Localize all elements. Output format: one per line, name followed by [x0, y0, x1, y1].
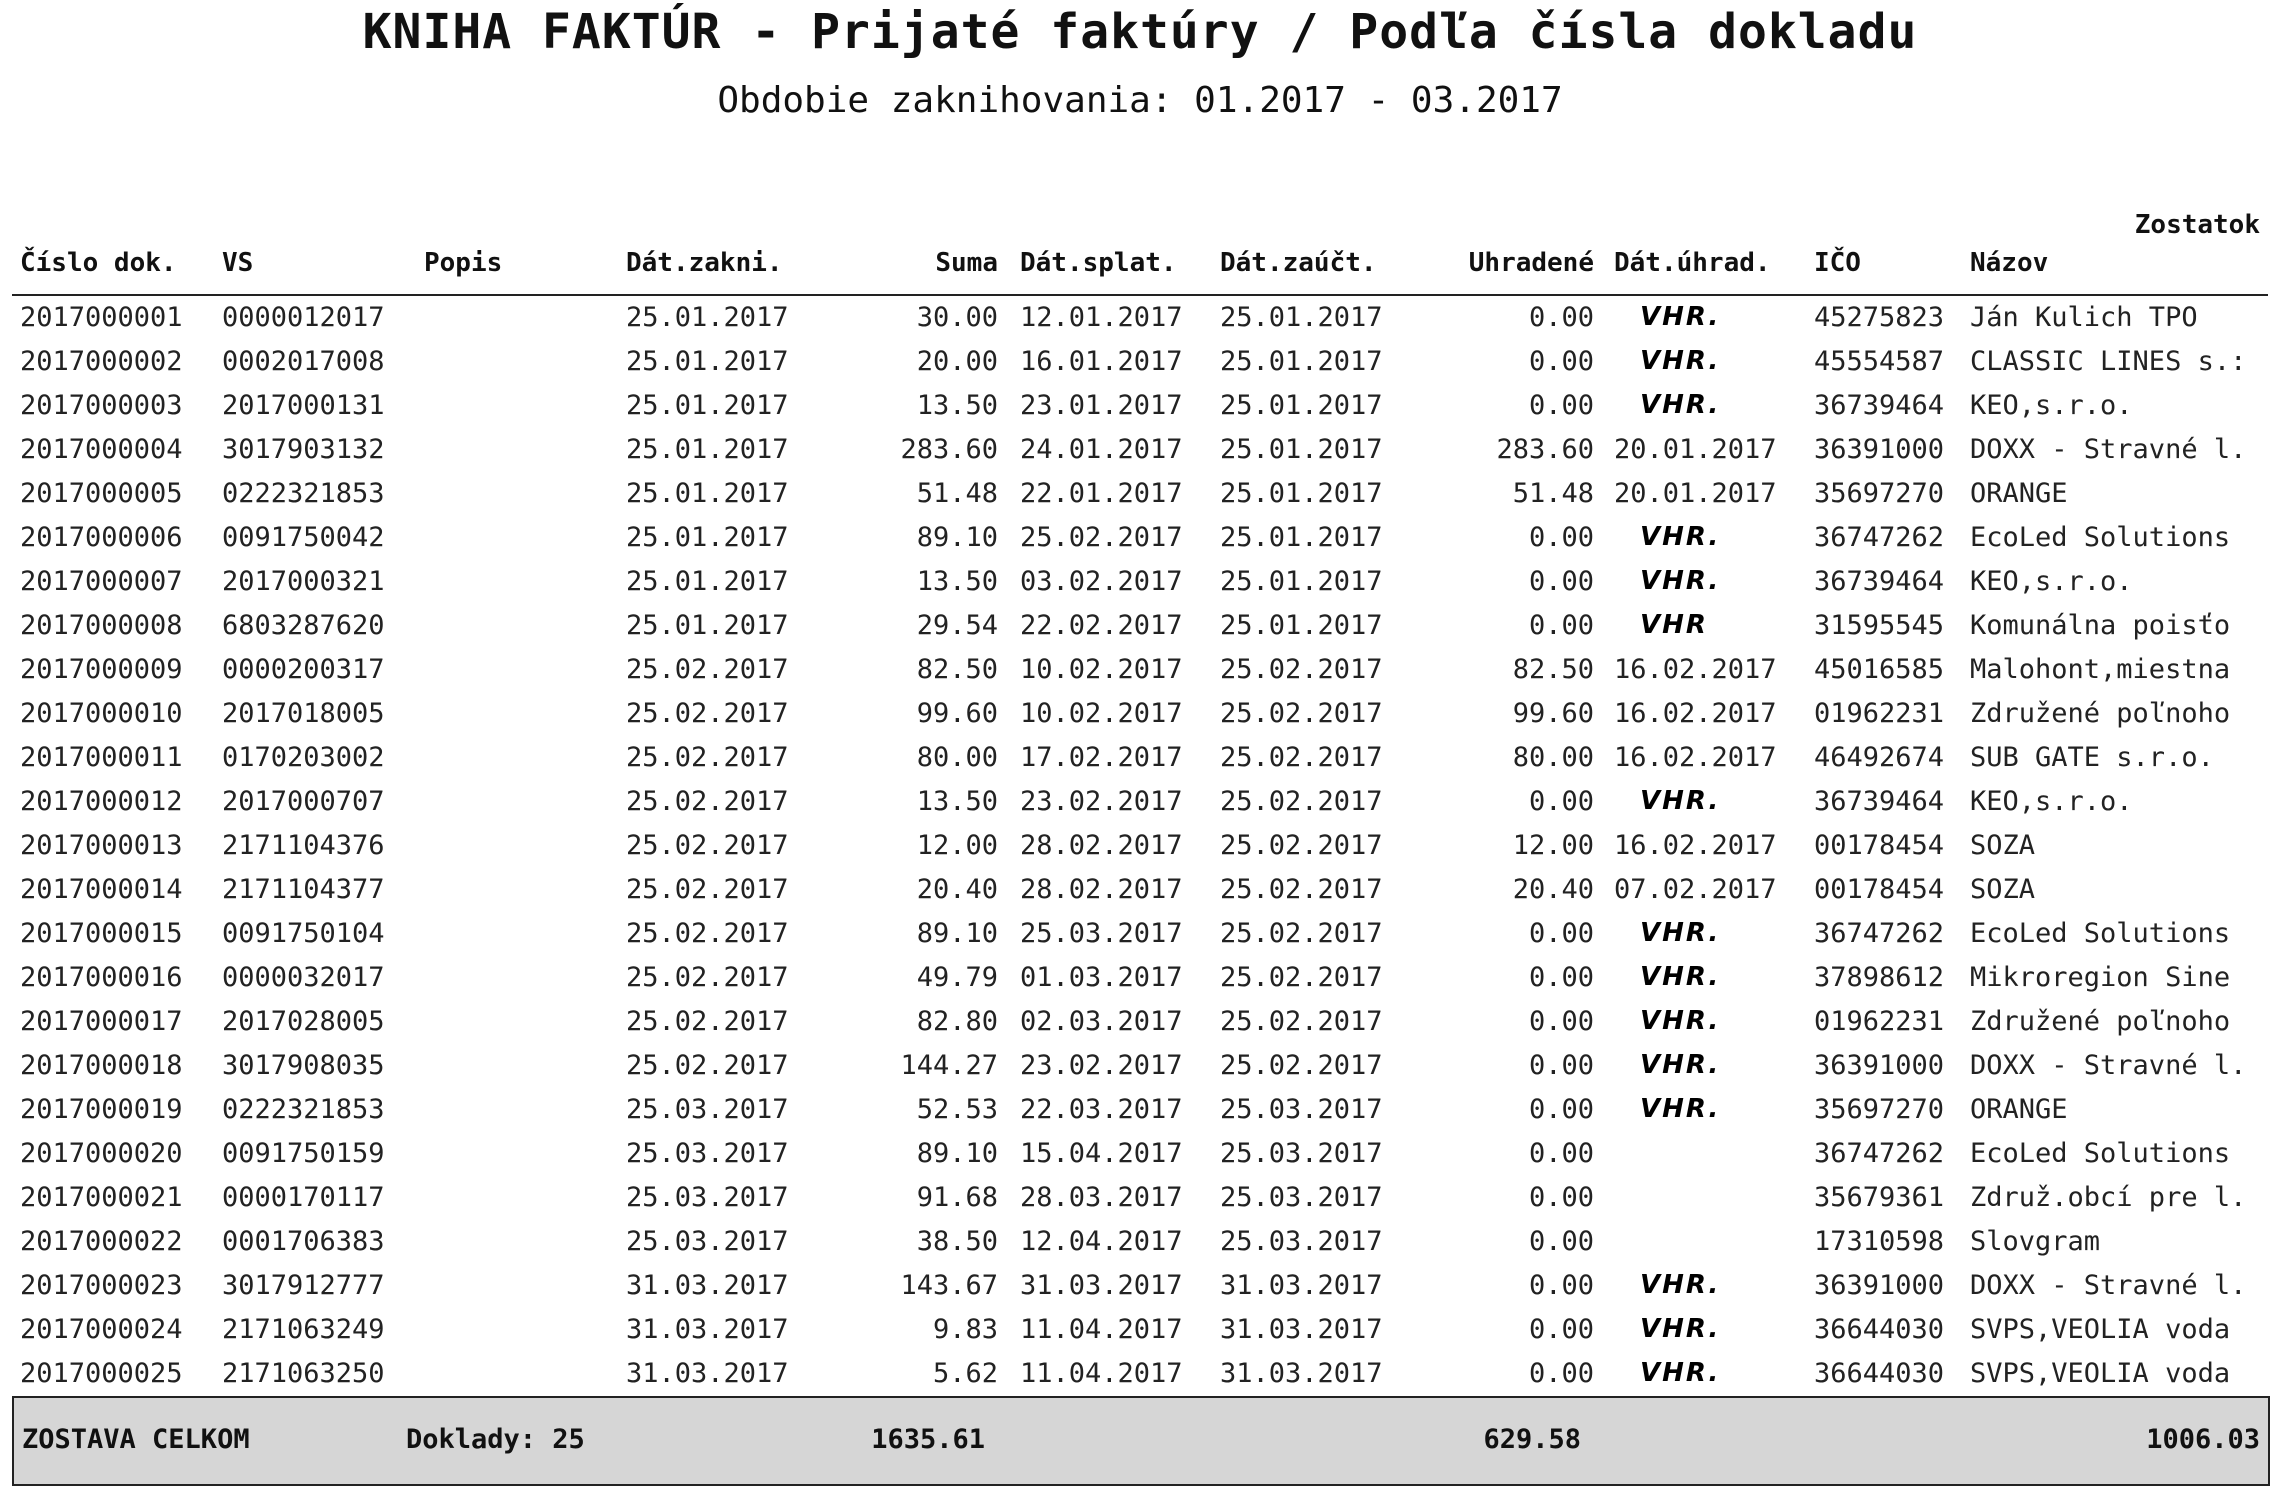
cell-posting-date: 25.02.2017	[1220, 654, 1383, 685]
cell-due-date: 17.02.2017	[1020, 742, 1183, 773]
cell-name: KEO,s.r.o.	[1970, 786, 2133, 817]
cell-posting-date: 25.02.2017	[1220, 1050, 1383, 1081]
cell-posting-date: 31.03.2017	[1220, 1270, 1383, 1301]
cell-posting-date: 25.03.2017	[1220, 1138, 1383, 1169]
cell-paid: 0.00	[1528, 1270, 1594, 1301]
cell-amount: 89.10	[916, 1138, 998, 1169]
col-header-doc: Číslo dok.	[20, 248, 177, 278]
cell-payment-date: 16.02.2017	[1614, 654, 1777, 685]
handwritten-note: VHR.	[1640, 1314, 1721, 1344]
header-divider	[12, 294, 2268, 296]
cell-name: SOZA	[1970, 874, 2036, 905]
cell-vs: 2017000707	[222, 786, 385, 817]
cell-posting-date: 25.03.2017	[1220, 1182, 1383, 1213]
cell-paid: 0.00	[1528, 522, 1594, 553]
cell-paid: 0.00	[1528, 1094, 1594, 1125]
cell-vs: 0002017008	[222, 346, 385, 377]
col-header-zauct: Dát.zaúčt.	[1220, 248, 1377, 278]
cell-doc-number: 2017000012	[20, 786, 183, 817]
cell-booking-date: 25.01.2017	[626, 566, 789, 597]
cell-amount: 13.50	[916, 566, 998, 597]
cell-paid: 0.00	[1528, 1182, 1594, 1213]
col-header-vs: VS	[222, 248, 254, 278]
col-header-splat: Dát.splat.	[1020, 248, 1177, 278]
cell-ico: 36739464	[1814, 390, 1945, 421]
cell-name: Komunálna poisťo	[1970, 610, 2231, 641]
handwritten-note: VHR.	[1640, 786, 1721, 816]
cell-payment-date: 16.02.2017	[1614, 742, 1777, 773]
cell-due-date: 03.02.2017	[1020, 566, 1183, 597]
total-suma: 1635.61	[871, 1424, 985, 1455]
cell-paid: 12.00	[1512, 830, 1594, 861]
cell-booking-date: 25.01.2017	[626, 434, 789, 465]
cell-booking-date: 25.02.2017	[626, 742, 789, 773]
cell-vs: 2171063249	[222, 1314, 385, 1345]
cell-booking-date: 25.01.2017	[626, 610, 789, 641]
handwritten-note: VHR.	[1640, 302, 1721, 332]
cell-doc-number: 2017000003	[20, 390, 183, 421]
cell-due-date: 28.03.2017	[1020, 1182, 1183, 1213]
cell-vs: 6803287620	[222, 610, 385, 641]
cell-doc-number: 2017000018	[20, 1050, 183, 1081]
cell-paid: 0.00	[1528, 302, 1594, 333]
cell-paid: 0.00	[1528, 918, 1594, 949]
cell-vs: 2171104377	[222, 874, 385, 905]
cell-due-date: 28.02.2017	[1020, 830, 1183, 861]
cell-ico: 36644030	[1814, 1314, 1945, 1345]
cell-ico: 35679361	[1814, 1182, 1945, 1213]
table-row	[0, 564, 2280, 608]
cell-booking-date: 25.02.2017	[626, 918, 789, 949]
cell-paid: 0.00	[1528, 1050, 1594, 1081]
cell-payment-date: 20.01.2017	[1614, 478, 1777, 509]
cell-doc-number: 2017000002	[20, 346, 183, 377]
cell-posting-date: 25.02.2017	[1220, 1006, 1383, 1037]
cell-paid: 0.00	[1528, 390, 1594, 421]
table-row	[0, 696, 2280, 740]
handwritten-note: VHR.	[1640, 1050, 1721, 1080]
cell-ico: 35697270	[1814, 1094, 1945, 1125]
handwritten-note: VHR.	[1640, 1358, 1721, 1388]
cell-booking-date: 25.03.2017	[626, 1138, 789, 1169]
cell-booking-date: 25.02.2017	[626, 654, 789, 685]
cell-posting-date: 25.02.2017	[1220, 830, 1383, 861]
cell-vs: 3017903132	[222, 434, 385, 465]
cell-ico: 01962231	[1814, 698, 1945, 729]
cell-booking-date: 25.01.2017	[626, 346, 789, 377]
cell-due-date: 12.04.2017	[1020, 1226, 1183, 1257]
cell-doc-number: 2017000004	[20, 434, 183, 465]
cell-due-date: 16.01.2017	[1020, 346, 1183, 377]
report-period: Obdobie zaknihovania: 01.2017 - 03.2017	[717, 80, 1563, 121]
cell-doc-number: 2017000009	[20, 654, 183, 685]
table-row	[0, 1092, 2280, 1136]
cell-doc-number: 2017000005	[20, 478, 183, 509]
cell-posting-date: 25.01.2017	[1220, 522, 1383, 553]
total-doklady: Doklady: 25	[406, 1424, 585, 1455]
cell-posting-date: 25.01.2017	[1220, 566, 1383, 597]
cell-name: ORANGE	[1970, 1094, 2068, 1125]
cell-due-date: 15.04.2017	[1020, 1138, 1183, 1169]
table-row	[0, 1356, 2280, 1400]
cell-amount: 144.27	[900, 1050, 998, 1081]
cell-amount: 143.67	[900, 1270, 998, 1301]
table-row	[0, 476, 2280, 520]
cell-amount: 5.62	[932, 1358, 998, 1389]
handwritten-note: VHR	[1640, 610, 1708, 640]
cell-paid: 0.00	[1528, 1314, 1594, 1345]
cell-booking-date: 25.02.2017	[626, 1050, 789, 1081]
cell-vs: 0091750104	[222, 918, 385, 949]
cell-doc-number: 2017000008	[20, 610, 183, 641]
cell-due-date: 31.03.2017	[1020, 1270, 1183, 1301]
cell-doc-number: 2017000006	[20, 522, 183, 553]
handwritten-note: VHR.	[1640, 962, 1721, 992]
cell-amount: 9.83	[932, 1314, 998, 1345]
handwritten-note: VHR.	[1640, 1270, 1721, 1300]
cell-ico: 17310598	[1814, 1226, 1945, 1257]
table-row	[0, 828, 2280, 872]
cell-amount: 49.79	[916, 962, 998, 993]
cell-name: SVPS,VEOLIA voda	[1970, 1314, 2231, 1345]
cell-vs: 2171104376	[222, 830, 385, 861]
cell-ico: 36747262	[1814, 918, 1945, 949]
cell-doc-number: 2017000020	[20, 1138, 183, 1169]
cell-booking-date: 25.03.2017	[626, 1226, 789, 1257]
total-uhradene: 629.58	[1483, 1424, 1581, 1455]
cell-vs: 0170203002	[222, 742, 385, 773]
cell-paid: 80.00	[1512, 742, 1594, 773]
cell-ico: 45016585	[1814, 654, 1945, 685]
table-row	[0, 1004, 2280, 1048]
table-row	[0, 1312, 2280, 1356]
cell-name: DOXX - Stravné l.	[1970, 1050, 2247, 1081]
cell-payment-date: 20.01.2017	[1614, 434, 1777, 465]
cell-paid: 0.00	[1528, 1138, 1594, 1169]
cell-booking-date: 25.03.2017	[626, 1182, 789, 1213]
table-row	[0, 784, 2280, 828]
cell-posting-date: 25.02.2017	[1220, 698, 1383, 729]
cell-ico: 45554587	[1814, 346, 1945, 377]
cell-amount: 12.00	[916, 830, 998, 861]
cell-paid: 0.00	[1528, 786, 1594, 817]
cell-ico: 45275823	[1814, 302, 1945, 333]
cell-paid: 0.00	[1528, 1226, 1594, 1257]
cell-name: CLASSIC LINES s.:	[1970, 346, 2247, 377]
cell-vs: 2017018005	[222, 698, 385, 729]
cell-ico: 36747262	[1814, 1138, 1945, 1169]
cell-name: ORANGE	[1970, 478, 2068, 509]
col-header-uhr: Uhradené	[1468, 248, 1594, 278]
cell-posting-date: 25.02.2017	[1220, 962, 1383, 993]
cell-vs: 2171063250	[222, 1358, 385, 1389]
cell-booking-date: 25.02.2017	[626, 874, 789, 905]
cell-booking-date: 25.01.2017	[626, 302, 789, 333]
cell-paid: 0.00	[1528, 346, 1594, 377]
cell-amount: 30.00	[916, 302, 998, 333]
cell-booking-date: 25.02.2017	[626, 698, 789, 729]
handwritten-note: VHR.	[1640, 1094, 1721, 1124]
cell-due-date: 23.02.2017	[1020, 1050, 1183, 1081]
handwritten-note: VHR.	[1640, 522, 1721, 552]
cell-name: Mikroregion Sine	[1970, 962, 2231, 993]
handwritten-note: VHR.	[1640, 566, 1721, 596]
cell-doc-number: 2017000021	[20, 1182, 183, 1213]
cell-paid: 20.40	[1512, 874, 1594, 905]
table-row	[0, 1136, 2280, 1180]
cell-booking-date: 25.01.2017	[626, 522, 789, 553]
report-title: KNIHA FAKTÚR - Prijaté faktúry / Podľa čísla dokladu	[362, 4, 1918, 60]
table-row	[0, 300, 2280, 344]
cell-vs: 3017912777	[222, 1270, 385, 1301]
cell-vs: 0000032017	[222, 962, 385, 993]
cell-doc-number: 2017000011	[20, 742, 183, 773]
cell-amount: 51.48	[916, 478, 998, 509]
cell-name: Združ.obcí pre l.	[1970, 1182, 2247, 1213]
cell-ico: 36739464	[1814, 566, 1945, 597]
cell-booking-date: 31.03.2017	[626, 1358, 789, 1389]
cell-posting-date: 25.02.2017	[1220, 742, 1383, 773]
cell-booking-date: 25.02.2017	[626, 962, 789, 993]
cell-amount: 29.54	[916, 610, 998, 641]
table-header	[0, 248, 2280, 284]
cell-name: SVPS,VEOLIA voda	[1970, 1358, 2231, 1389]
cell-amount: 99.60	[916, 698, 998, 729]
cell-doc-number: 2017000022	[20, 1226, 183, 1257]
cell-paid: 0.00	[1528, 1358, 1594, 1389]
col-header-naz: Názov	[1970, 248, 2049, 278]
table-row	[0, 608, 2280, 652]
table-row	[0, 872, 2280, 916]
cell-name: EcoLed Solutions	[1970, 918, 2231, 949]
cell-doc-number: 2017000015	[20, 918, 183, 949]
table-row	[0, 1224, 2280, 1268]
cell-ico: 46492674	[1814, 742, 1945, 773]
total-zostatok: 1006.03	[2146, 1424, 2260, 1455]
table-row	[0, 388, 2280, 432]
cell-due-date: 25.03.2017	[1020, 918, 1183, 949]
cell-name: EcoLed Solutions	[1970, 522, 2231, 553]
cell-name: Malohont,miestna	[1970, 654, 2231, 685]
cell-due-date: 28.02.2017	[1020, 874, 1183, 905]
table-row	[0, 520, 2280, 564]
cell-amount: 20.00	[916, 346, 998, 377]
cell-amount: 52.53	[916, 1094, 998, 1125]
cell-due-date: 11.04.2017	[1020, 1358, 1183, 1389]
cell-due-date: 23.01.2017	[1020, 390, 1183, 421]
cell-payment-date: 07.02.2017	[1614, 874, 1777, 905]
cell-due-date: 22.01.2017	[1020, 478, 1183, 509]
cell-amount: 80.00	[916, 742, 998, 773]
cell-amount: 82.50	[916, 654, 998, 685]
cell-due-date: 24.01.2017	[1020, 434, 1183, 465]
cell-doc-number: 2017000017	[20, 1006, 183, 1037]
cell-posting-date: 25.01.2017	[1220, 302, 1383, 333]
cell-amount: 38.50	[916, 1226, 998, 1257]
col-header-zak: Dát.zakni.	[626, 248, 783, 278]
cell-name: DOXX - Stravné l.	[1970, 434, 2247, 465]
cell-vs: 0222321853	[222, 1094, 385, 1125]
cell-name: DOXX - Stravné l.	[1970, 1270, 2247, 1301]
cell-booking-date: 31.03.2017	[626, 1314, 789, 1345]
cell-ico: 31595545	[1814, 610, 1945, 641]
cell-due-date: 02.03.2017	[1020, 1006, 1183, 1037]
cell-name: KEO,s.r.o.	[1970, 566, 2133, 597]
cell-doc-number: 2017000025	[20, 1358, 183, 1389]
cell-due-date: 01.03.2017	[1020, 962, 1183, 993]
cell-ico: 01962231	[1814, 1006, 1945, 1037]
table-row	[0, 1048, 2280, 1092]
cell-vs: 2017028005	[222, 1006, 385, 1037]
total-label: ZOSTAVA CELKOM	[22, 1424, 250, 1455]
cell-doc-number: 2017000023	[20, 1270, 183, 1301]
cell-due-date: 12.01.2017	[1020, 302, 1183, 333]
cell-ico: 00178454	[1814, 874, 1945, 905]
cell-booking-date: 31.03.2017	[626, 1270, 789, 1301]
col-header-suma: Suma	[935, 248, 998, 278]
cell-name: Združené poľnoho	[1970, 1006, 2231, 1037]
handwritten-note: VHR.	[1640, 918, 1721, 948]
cell-booking-date: 25.02.2017	[626, 830, 789, 861]
cell-booking-date: 25.01.2017	[626, 390, 789, 421]
cell-vs: 0222321853	[222, 478, 385, 509]
cell-amount: 13.50	[916, 786, 998, 817]
cell-vs: 0091750159	[222, 1138, 385, 1169]
cell-posting-date: 25.02.2017	[1220, 874, 1383, 905]
cell-posting-date: 31.03.2017	[1220, 1358, 1383, 1389]
table-row	[0, 432, 2280, 476]
table-row	[0, 344, 2280, 388]
cell-ico: 36739464	[1814, 786, 1945, 817]
table-row	[0, 1180, 2280, 1224]
table-row	[0, 960, 2280, 1004]
cell-vs: 3017908035	[222, 1050, 385, 1081]
cell-doc-number: 2017000007	[20, 566, 183, 597]
cell-due-date: 22.02.2017	[1020, 610, 1183, 641]
handwritten-note: VHR.	[1640, 346, 1721, 376]
cell-vs: 0000170117	[222, 1182, 385, 1213]
cell-paid: 0.00	[1528, 610, 1594, 641]
cell-posting-date: 25.01.2017	[1220, 390, 1383, 421]
cell-ico: 37898612	[1814, 962, 1945, 993]
col-header-popis: Popis	[424, 248, 503, 278]
cell-doc-number: 2017000024	[20, 1314, 183, 1345]
cell-booking-date: 25.01.2017	[626, 478, 789, 509]
cell-paid: 283.60	[1496, 434, 1594, 465]
cell-doc-number: 2017000016	[20, 962, 183, 993]
handwritten-note: VHR.	[1640, 1006, 1721, 1036]
cell-vs: 0091750042	[222, 522, 385, 553]
cell-amount: 20.40	[916, 874, 998, 905]
cell-amount: 91.68	[916, 1182, 998, 1213]
cell-paid: 0.00	[1528, 566, 1594, 597]
cell-ico: 36391000	[1814, 1270, 1945, 1301]
invoice-table-body	[0, 300, 2280, 1400]
cell-name: EcoLed Solutions	[1970, 1138, 2231, 1169]
cell-name: Združené poľnoho	[1970, 698, 2231, 729]
table-row	[0, 1268, 2280, 1312]
cell-due-date: 10.02.2017	[1020, 654, 1183, 685]
cell-posting-date: 25.01.2017	[1220, 434, 1383, 465]
cell-amount: 82.80	[916, 1006, 998, 1037]
cell-ico: 36391000	[1814, 434, 1945, 465]
cell-payment-date: 16.02.2017	[1614, 698, 1777, 729]
col-header-duhr: Dát.úhrad.	[1614, 248, 1771, 278]
cell-doc-number: 2017000019	[20, 1094, 183, 1125]
cell-posting-date: 25.01.2017	[1220, 610, 1383, 641]
col-header-ico: IČO	[1814, 248, 1861, 278]
cell-posting-date: 25.01.2017	[1220, 346, 1383, 377]
cell-posting-date: 25.02.2017	[1220, 918, 1383, 949]
cell-amount: 283.60	[900, 434, 998, 465]
cell-vs: 0000200317	[222, 654, 385, 685]
cell-name: SOZA	[1970, 830, 2036, 861]
cell-due-date: 22.03.2017	[1020, 1094, 1183, 1125]
cell-due-date: 10.02.2017	[1020, 698, 1183, 729]
cell-posting-date: 25.01.2017	[1220, 478, 1383, 509]
cell-vs: 0001706383	[222, 1226, 385, 1257]
cell-booking-date: 25.02.2017	[626, 1006, 789, 1037]
cell-amount: 13.50	[916, 390, 998, 421]
cell-paid: 0.00	[1528, 1006, 1594, 1037]
cell-booking-date: 25.02.2017	[626, 786, 789, 817]
cell-due-date: 23.02.2017	[1020, 786, 1183, 817]
table-row	[0, 916, 2280, 960]
cell-posting-date: 25.03.2017	[1220, 1094, 1383, 1125]
cell-paid: 82.50	[1512, 654, 1594, 685]
total-row	[12, 1396, 2270, 1486]
cell-vs: 2017000321	[222, 566, 385, 597]
cell-booking-date: 25.03.2017	[626, 1094, 789, 1125]
cell-name: KEO,s.r.o.	[1970, 390, 2133, 421]
cell-due-date: 11.04.2017	[1020, 1314, 1183, 1345]
cell-amount: 89.10	[916, 918, 998, 949]
table-row	[0, 740, 2280, 784]
cell-doc-number: 2017000001	[20, 302, 183, 333]
cell-ico: 36644030	[1814, 1358, 1945, 1389]
cell-name: Ján Kulich TPO	[1970, 302, 2198, 333]
cell-due-date: 25.02.2017	[1020, 522, 1183, 553]
handwritten-note: VHR.	[1640, 390, 1721, 420]
col-header-zostatok: Zostatok	[2134, 210, 2260, 240]
cell-ico: 36391000	[1814, 1050, 1945, 1081]
cell-posting-date: 25.02.2017	[1220, 786, 1383, 817]
cell-paid: 0.00	[1528, 962, 1594, 993]
cell-posting-date: 31.03.2017	[1220, 1314, 1383, 1345]
cell-amount: 89.10	[916, 522, 998, 553]
cell-ico: 00178454	[1814, 830, 1945, 861]
cell-doc-number: 2017000013	[20, 830, 183, 861]
cell-ico: 35697270	[1814, 478, 1945, 509]
cell-payment-date: 16.02.2017	[1614, 830, 1777, 861]
cell-posting-date: 25.03.2017	[1220, 1226, 1383, 1257]
cell-name: SUB GATE s.r.o.	[1970, 742, 2214, 773]
cell-vs: 2017000131	[222, 390, 385, 421]
table-row	[0, 652, 2280, 696]
cell-paid: 51.48	[1512, 478, 1594, 509]
cell-doc-number: 2017000010	[20, 698, 183, 729]
cell-ico: 36747262	[1814, 522, 1945, 553]
cell-doc-number: 2017000014	[20, 874, 183, 905]
cell-paid: 99.60	[1512, 698, 1594, 729]
cell-name: Slovgram	[1970, 1226, 2101, 1257]
cell-vs: 0000012017	[222, 302, 385, 333]
